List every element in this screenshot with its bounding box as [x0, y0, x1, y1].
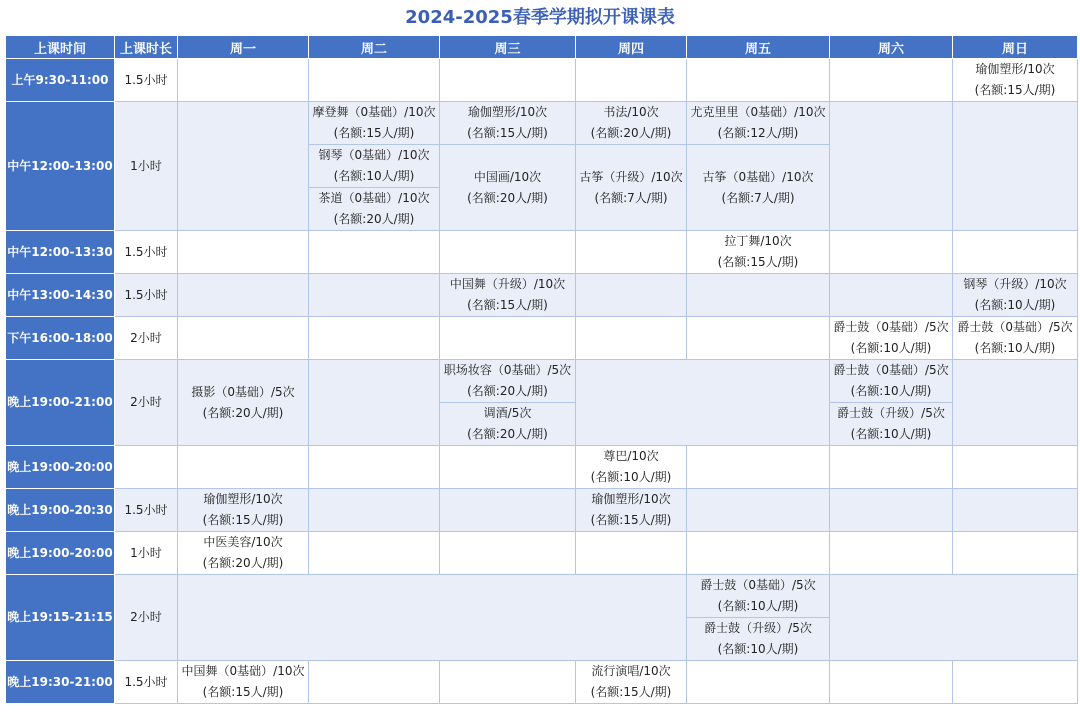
course-quota: (名额:10人/期) — [974, 298, 1056, 312]
course-name: 爵士鼓（0基础）/5次 — [700, 578, 816, 592]
header-friday: 周五 — [687, 36, 830, 59]
header-sunday: 周日 — [953, 36, 1078, 59]
course-cell — [178, 532, 309, 575]
course-quota: (名额:15人/期) — [467, 126, 548, 140]
empty-cell — [309, 661, 440, 704]
course-quota: (名额:20人/期) — [202, 556, 284, 570]
duration-cell: 2小时 — [115, 575, 178, 661]
empty-cell — [576, 274, 687, 317]
course-name: 茶道（0基础）/10次 — [318, 191, 430, 205]
course-cell — [687, 145, 830, 231]
course-quota: (名额:20人/期) — [467, 427, 548, 441]
course-name: 瑜伽塑形/10次 — [203, 492, 283, 506]
course-cell — [309, 102, 440, 145]
time-cell: 上午9:30-11:00 — [6, 59, 115, 102]
empty-cell — [178, 446, 309, 489]
course-quota: (名额:15人/期) — [590, 685, 672, 699]
course-name: 中国舞（升级）/10次 — [449, 277, 566, 291]
course-quota: (名额:10人/期) — [717, 599, 799, 613]
empty-cell — [440, 446, 576, 489]
course-quota: (名额:15人/期) — [717, 255, 799, 269]
course-quota: (名额:20人/期) — [590, 126, 672, 140]
empty-cell — [687, 317, 830, 360]
course-cell — [440, 102, 576, 145]
empty-cell — [687, 59, 830, 102]
empty-cell — [309, 59, 440, 102]
duration-cell: 1.5小时 — [115, 489, 178, 532]
course-cell — [687, 618, 830, 661]
empty-cell — [178, 274, 309, 317]
course-quota: (名额:12人/期) — [717, 126, 799, 140]
empty-cell — [309, 446, 440, 489]
course-quota: (名额:15人/期) — [590, 513, 672, 527]
course-cell — [830, 317, 953, 360]
empty-cell — [178, 317, 309, 360]
time-cell: 中午13:00-14:30 — [6, 274, 115, 317]
course-cell — [830, 360, 953, 403]
empty-cell — [576, 59, 687, 102]
course-quota: (名额:20人/期) — [467, 190, 548, 205]
time-cell: 中午12:00-13:00 — [6, 102, 115, 231]
course-cell — [953, 274, 1078, 317]
course-name: 中国舞（0基础）/10次 — [181, 664, 305, 678]
empty-cell — [440, 489, 576, 532]
empty-cell — [953, 532, 1078, 575]
course-cell — [687, 102, 830, 145]
empty-cell — [830, 231, 953, 274]
course-cell — [576, 446, 687, 489]
empty-cell — [440, 661, 576, 704]
empty-cell — [830, 274, 953, 317]
table-row — [6, 446, 1078, 489]
course-quota: (名额:7人/期) — [594, 190, 668, 205]
course-quota: (名额:10人/期) — [850, 341, 932, 355]
empty-cell — [309, 489, 440, 532]
table-row — [6, 231, 1078, 274]
course-cell — [440, 403, 576, 446]
course-name: 摄影（0基础）/5次 — [191, 384, 295, 399]
table-row — [6, 59, 1078, 102]
empty-cell — [309, 231, 440, 274]
course-quota: (名额:7人/期) — [721, 190, 795, 205]
empty-cell — [440, 59, 576, 102]
time-cell: 下午16:00-18:00 — [6, 317, 115, 360]
course-cell — [178, 661, 309, 704]
course-quota: (名额:20人/期) — [202, 405, 284, 420]
empty-cell — [576, 532, 687, 575]
course-name: 爵士鼓（升级）/5次 — [837, 406, 945, 420]
empty-cell — [178, 59, 309, 102]
empty-cell — [830, 575, 1078, 661]
page-title: 2024-2025春季学期拟开课课表 — [405, 7, 675, 28]
duration-cell: 1.5小时 — [115, 231, 178, 274]
course-name: 瑜伽塑形/10次 — [467, 105, 548, 119]
time-cell: 晚上19:00-21:00 — [6, 360, 115, 446]
course-name: 书法/10次 — [603, 105, 659, 119]
empty-cell — [830, 661, 953, 704]
course-name: 古筝（0基础）/10次 — [702, 169, 814, 184]
duration-cell: 1.5小时 — [115, 274, 178, 317]
course-quota: (名额:15人/期) — [202, 685, 284, 699]
course-quota: (名额:10人/期) — [850, 427, 932, 441]
table-row — [6, 532, 1078, 575]
empty-cell — [178, 575, 687, 661]
empty-cell — [576, 317, 687, 360]
empty-cell — [830, 59, 953, 102]
schedule-table — [5, 35, 1078, 704]
course-name: 爵士鼓（升级）/5次 — [704, 621, 812, 635]
course-name: 调酒/5次 — [483, 406, 532, 420]
duration-cell: 1小时 — [115, 102, 178, 231]
course-quota: (名额:20人/期) — [467, 384, 548, 398]
time-cell: 晚上19:30-21:00 — [6, 661, 115, 704]
course-cell — [440, 360, 576, 403]
table-row — [6, 317, 1078, 360]
course-quota: (名额:10人/期) — [717, 642, 799, 656]
empty-cell — [440, 231, 576, 274]
course-quota: (名额:10人/期) — [590, 470, 672, 484]
course-cell — [440, 274, 576, 317]
course-name: 钢琴（升级）/10次 — [963, 277, 1067, 291]
course-name: 中医美容/10次 — [203, 535, 283, 549]
course-name: 古筝（升级）/10次 — [579, 169, 683, 184]
table-row — [6, 102, 1078, 145]
header-tuesday: 周二 — [309, 36, 440, 59]
course-quota: (名额:15人/期) — [333, 126, 415, 140]
course-cell — [830, 403, 953, 446]
table-row — [6, 274, 1078, 317]
header-monday: 周一 — [178, 36, 309, 59]
duration-cell: 1.5小时 — [115, 59, 178, 102]
empty-cell — [953, 661, 1078, 704]
empty-cell — [309, 360, 440, 446]
empty-cell — [953, 102, 1078, 231]
course-quota: (名额:15人/期) — [974, 83, 1056, 97]
empty-cell — [953, 231, 1078, 274]
empty-cell — [830, 446, 953, 489]
empty-cell — [687, 274, 830, 317]
time-cell: 晚上19:00-20:00 — [6, 532, 115, 575]
empty-cell — [953, 489, 1078, 532]
course-quota: (名额:20人/期) — [333, 212, 415, 226]
course-cell — [687, 231, 830, 274]
header-time: 上课时间 — [6, 36, 115, 59]
table-row — [6, 661, 1078, 704]
empty-cell — [440, 532, 576, 575]
course-name: 尊巴/10次 — [603, 449, 659, 463]
course-cell — [953, 317, 1078, 360]
course-cell — [309, 188, 440, 231]
empty-cell — [178, 231, 309, 274]
empty-cell — [953, 446, 1078, 489]
empty-cell — [687, 489, 830, 532]
course-name: 职场妆容（0基础）/5次 — [443, 363, 572, 377]
course-name: 瑜伽塑形/10次 — [975, 62, 1055, 76]
duration-cell: 2小时 — [115, 317, 178, 360]
empty-cell — [576, 231, 687, 274]
course-name: 尤克里里（0基础）/10次 — [690, 105, 826, 119]
course-name: 爵士鼓（0基础）/5次 — [833, 363, 949, 377]
course-quota: (名额:10人/期) — [333, 169, 415, 183]
course-quota: (名额:15人/期) — [467, 298, 548, 312]
empty-cell — [576, 360, 830, 446]
duration-cell: 2小时 — [115, 360, 178, 446]
course-name: 爵士鼓（0基础）/5次 — [957, 320, 1073, 334]
course-quota: (名额:15人/期) — [202, 513, 284, 527]
course-quota: (名额:10人/期) — [974, 341, 1056, 355]
course-name: 瑜伽塑形/10次 — [591, 492, 671, 506]
empty-cell — [687, 661, 830, 704]
duration-cell — [115, 446, 178, 489]
empty-cell — [309, 274, 440, 317]
course-name: 中国画/10次 — [473, 169, 542, 184]
duration-cell: 1小时 — [115, 532, 178, 575]
header-wednesday: 周三 — [440, 36, 576, 59]
empty-cell — [830, 489, 953, 532]
header-saturday: 周六 — [830, 36, 953, 59]
table-row — [6, 489, 1078, 532]
course-quota: (名额:10人/期) — [850, 384, 932, 398]
time-cell: 晚上19:00-20:00 — [6, 446, 115, 489]
course-cell — [576, 661, 687, 704]
time-cell: 晚上19:00-20:30 — [6, 489, 115, 532]
course-cell — [576, 145, 687, 231]
empty-cell — [309, 532, 440, 575]
empty-cell — [440, 317, 576, 360]
table-row — [6, 360, 1078, 403]
course-name: 拉丁舞/10次 — [724, 234, 792, 248]
course-name: 摩登舞（0基础）/10次 — [312, 105, 436, 119]
course-cell — [178, 360, 309, 446]
course-name: 钢琴（0基础）/10次 — [318, 148, 430, 162]
course-cell — [576, 489, 687, 532]
header-duration: 上课时长 — [115, 36, 178, 59]
course-cell — [687, 575, 830, 618]
duration-cell: 1.5小时 — [115, 661, 178, 704]
empty-cell — [687, 446, 830, 489]
table-row — [6, 575, 1078, 618]
empty-cell — [953, 360, 1078, 446]
empty-cell — [178, 102, 309, 231]
course-cell — [440, 145, 576, 231]
course-cell — [309, 145, 440, 188]
course-name: 爵士鼓（0基础）/5次 — [833, 320, 949, 334]
course-cell — [178, 489, 309, 532]
header-row — [6, 36, 1078, 59]
header-thursday: 周四 — [576, 36, 687, 59]
course-cell — [953, 59, 1078, 102]
course-name: 流行演唱/10次 — [591, 664, 671, 678]
time-cell: 中午12:00-13:30 — [6, 231, 115, 274]
empty-cell — [830, 532, 953, 575]
empty-cell — [687, 532, 830, 575]
course-cell — [576, 102, 687, 145]
empty-cell — [830, 102, 953, 231]
time-cell: 晚上19:15-21:15 — [6, 575, 115, 661]
empty-cell — [309, 317, 440, 360]
